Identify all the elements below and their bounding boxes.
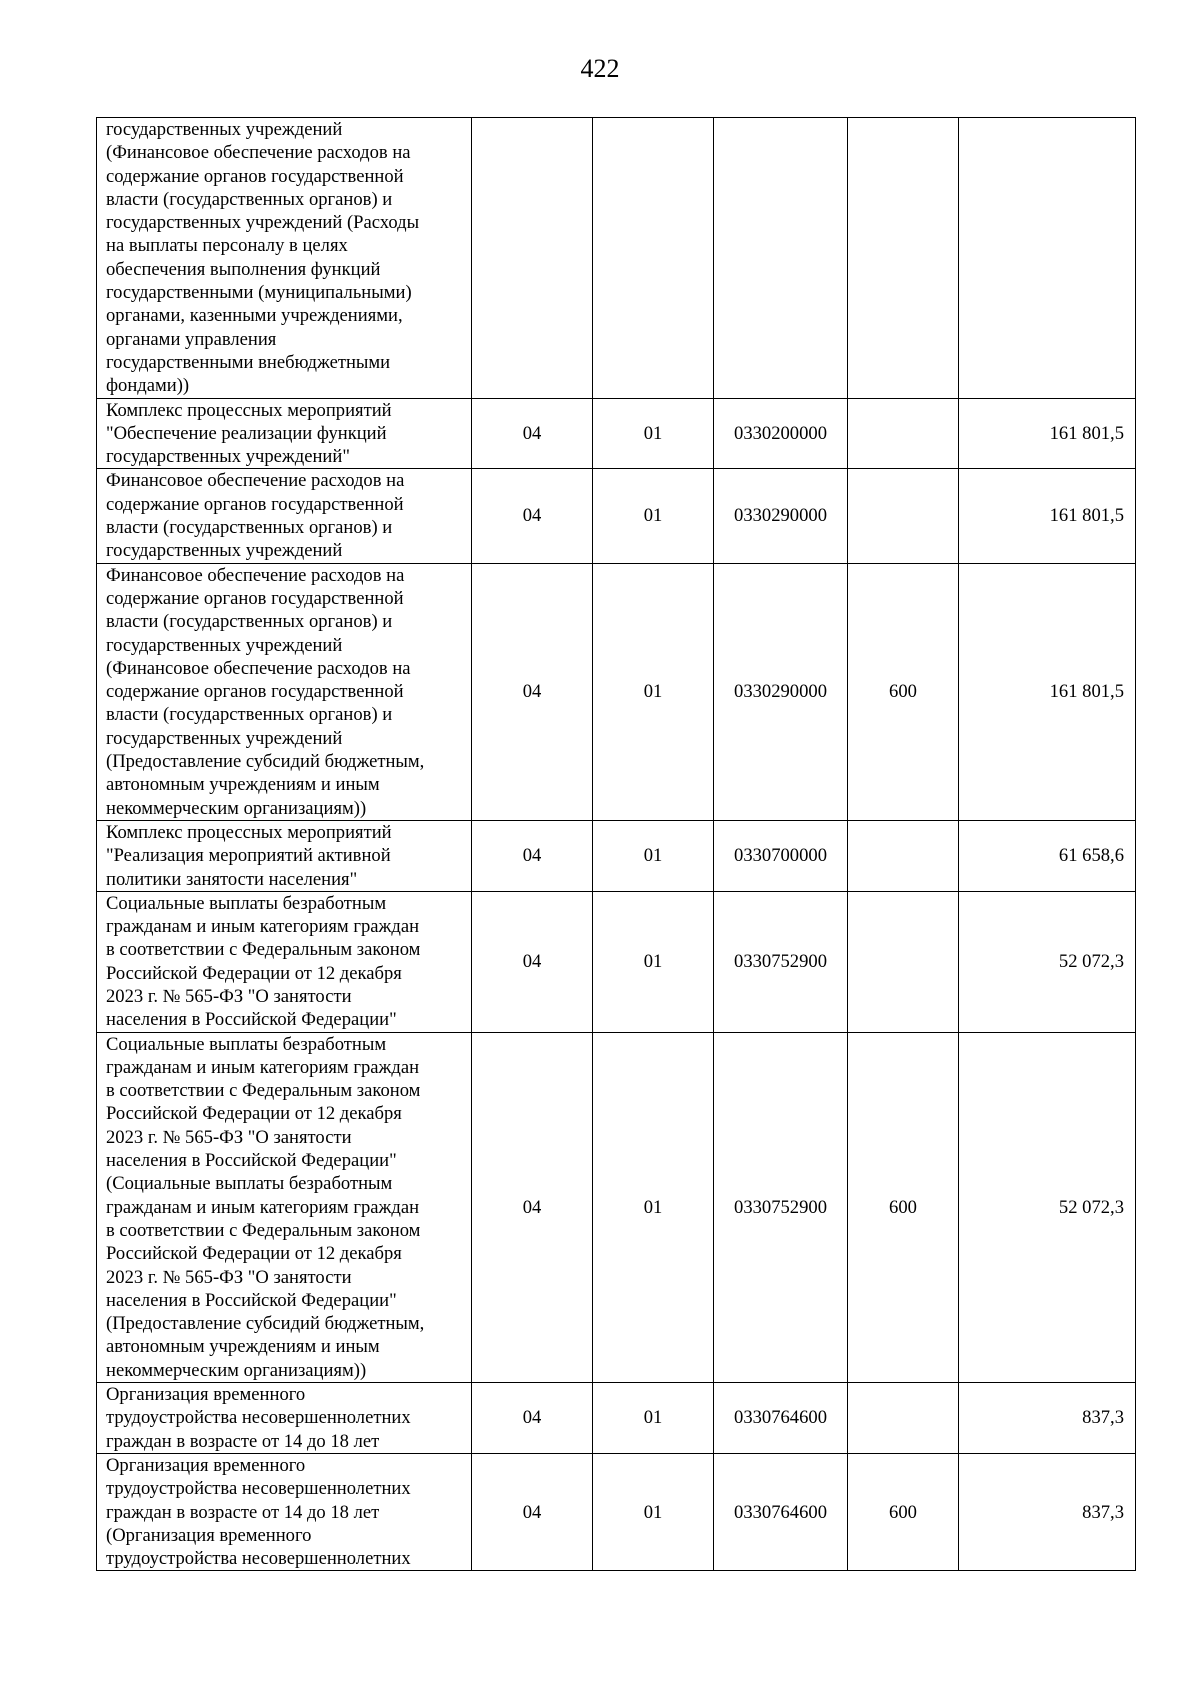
section-code-cell: 04 xyxy=(472,1032,593,1382)
amount-cell: 837,3 xyxy=(959,1453,1136,1570)
amount-cell: 837,3 xyxy=(959,1383,1136,1454)
target-article-cell: 0330290000 xyxy=(714,563,848,820)
section-code-cell: 04 xyxy=(472,469,593,563)
target-article-cell: 0330290000 xyxy=(714,469,848,563)
table-row xyxy=(97,563,1136,820)
expense-kind-cell xyxy=(848,1383,959,1454)
row-name-cell: Комплекс процессных мероприятий "Обеспечение реализации функций государственных учреждений" xyxy=(97,398,472,469)
target-article-cell: 0330700000 xyxy=(714,820,848,891)
amount-cell: 52 072,3 xyxy=(959,1032,1136,1382)
expense-kind-cell xyxy=(848,469,959,563)
row-name-cell: Комплекс процессных мероприятий "Реализация мероприятий активной политики занятости населения" xyxy=(97,820,472,891)
row-name-cell: государственных учреждений (Финансовое обеспечение расходов на содержание органов государственной власти (государственных органов) и государственных учреждений (Расходы на выплаты персоналу в целях обеспечения выполнения функций государственными (муниципальными) органами, казенными учреждениями, органами управления государственными внебюджетными фондами)) xyxy=(97,118,472,399)
budget-table xyxy=(96,117,1136,1571)
section-code-cell: 04 xyxy=(472,563,593,820)
subsection-code-cell: 01 xyxy=(593,891,714,1032)
target-article-cell: 0330764600 xyxy=(714,1383,848,1454)
table-row xyxy=(97,891,1136,1032)
row-name-cell: Организация временного трудоустройства несовершеннолетних граждан в возрасте от 14 до 18 лет xyxy=(97,1383,472,1454)
amount-cell: 161 801,5 xyxy=(959,398,1136,469)
subsection-code-cell: 01 xyxy=(593,563,714,820)
target-article-cell xyxy=(714,118,848,399)
section-code-cell: 04 xyxy=(472,891,593,1032)
subsection-code-cell: 01 xyxy=(593,1383,714,1454)
target-article-cell: 0330752900 xyxy=(714,1032,848,1382)
expense-kind-cell xyxy=(848,398,959,469)
table-row xyxy=(97,1032,1136,1382)
expense-kind-cell xyxy=(848,820,959,891)
subsection-code-cell xyxy=(593,118,714,399)
subsection-code-cell: 01 xyxy=(593,1032,714,1382)
table-row xyxy=(97,820,1136,891)
expense-kind-cell: 600 xyxy=(848,1032,959,1382)
amount-cell: 52 072,3 xyxy=(959,891,1136,1032)
page-number: 422 xyxy=(580,54,620,83)
subsection-code-cell: 01 xyxy=(593,398,714,469)
expense-kind-cell: 600 xyxy=(848,1453,959,1570)
amount-cell: 61 658,6 xyxy=(959,820,1136,891)
amount-cell: 161 801,5 xyxy=(959,563,1136,820)
section-code-cell: 04 xyxy=(472,820,593,891)
amount-cell: 161 801,5 xyxy=(959,469,1136,563)
table-row xyxy=(97,398,1136,469)
section-code-cell: 04 xyxy=(472,1383,593,1454)
expense-kind-cell: 600 xyxy=(848,563,959,820)
table-row xyxy=(97,1453,1136,1570)
row-name-cell: Социальные выплаты безработным гражданам и иным категориям граждан в соответствии с Федеральным законом Российской Федерации от 12 декабря 2023 г. № 565-ФЗ "О занятости населения в Российской Федерации" (Социальные выплаты безработным гражданам и иным категориям граждан в соответствии с Федеральным законом Российской Федерации от 12 декабря 2023 г. № 565-ФЗ "О занятости населения в Российской Федерации" (Предоставление субсидий бюджетным, автономным учреждениям и иным некоммерческим организациям)) xyxy=(97,1032,472,1382)
section-code-cell: 04 xyxy=(472,398,593,469)
amount-cell xyxy=(959,118,1136,399)
expense-kind-cell xyxy=(848,118,959,399)
section-code-cell xyxy=(472,118,593,399)
target-article-cell: 0330200000 xyxy=(714,398,848,469)
row-name-cell: Организация временного трудоустройства несовершеннолетних граждан в возрасте от 14 до 18 лет (Организация временного трудоустройства несовершеннолетних xyxy=(97,1453,472,1570)
row-name-cell: Финансовое обеспечение расходов на содержание органов государственной власти (государственных органов) и государственных учреждений xyxy=(97,469,472,563)
target-article-cell: 0330764600 xyxy=(714,1453,848,1570)
row-name-cell: Финансовое обеспечение расходов на содержание органов государственной власти (государственных органов) и государственных учреждений (Финансовое обеспечение расходов на содержание органов государственной власти (государственных органов) и государственных учреждений (Предоставление субсидий бюджетным, автономным учреждениям и иным некоммерческим организациям)) xyxy=(97,563,472,820)
table-row xyxy=(97,118,1136,399)
table-row xyxy=(97,1383,1136,1454)
target-article-cell: 0330752900 xyxy=(714,891,848,1032)
subsection-code-cell: 01 xyxy=(593,469,714,563)
expense-kind-cell xyxy=(848,891,959,1032)
table-row xyxy=(97,469,1136,563)
section-code-cell: 04 xyxy=(472,1453,593,1570)
subsection-code-cell: 01 xyxy=(593,1453,714,1570)
row-name-cell: Социальные выплаты безработным гражданам и иным категориям граждан в соответствии с Федеральным законом Российской Федерации от 12 декабря 2023 г. № 565-ФЗ "О занятости населения в Российской Федерации" xyxy=(97,891,472,1032)
subsection-code-cell: 01 xyxy=(593,820,714,891)
